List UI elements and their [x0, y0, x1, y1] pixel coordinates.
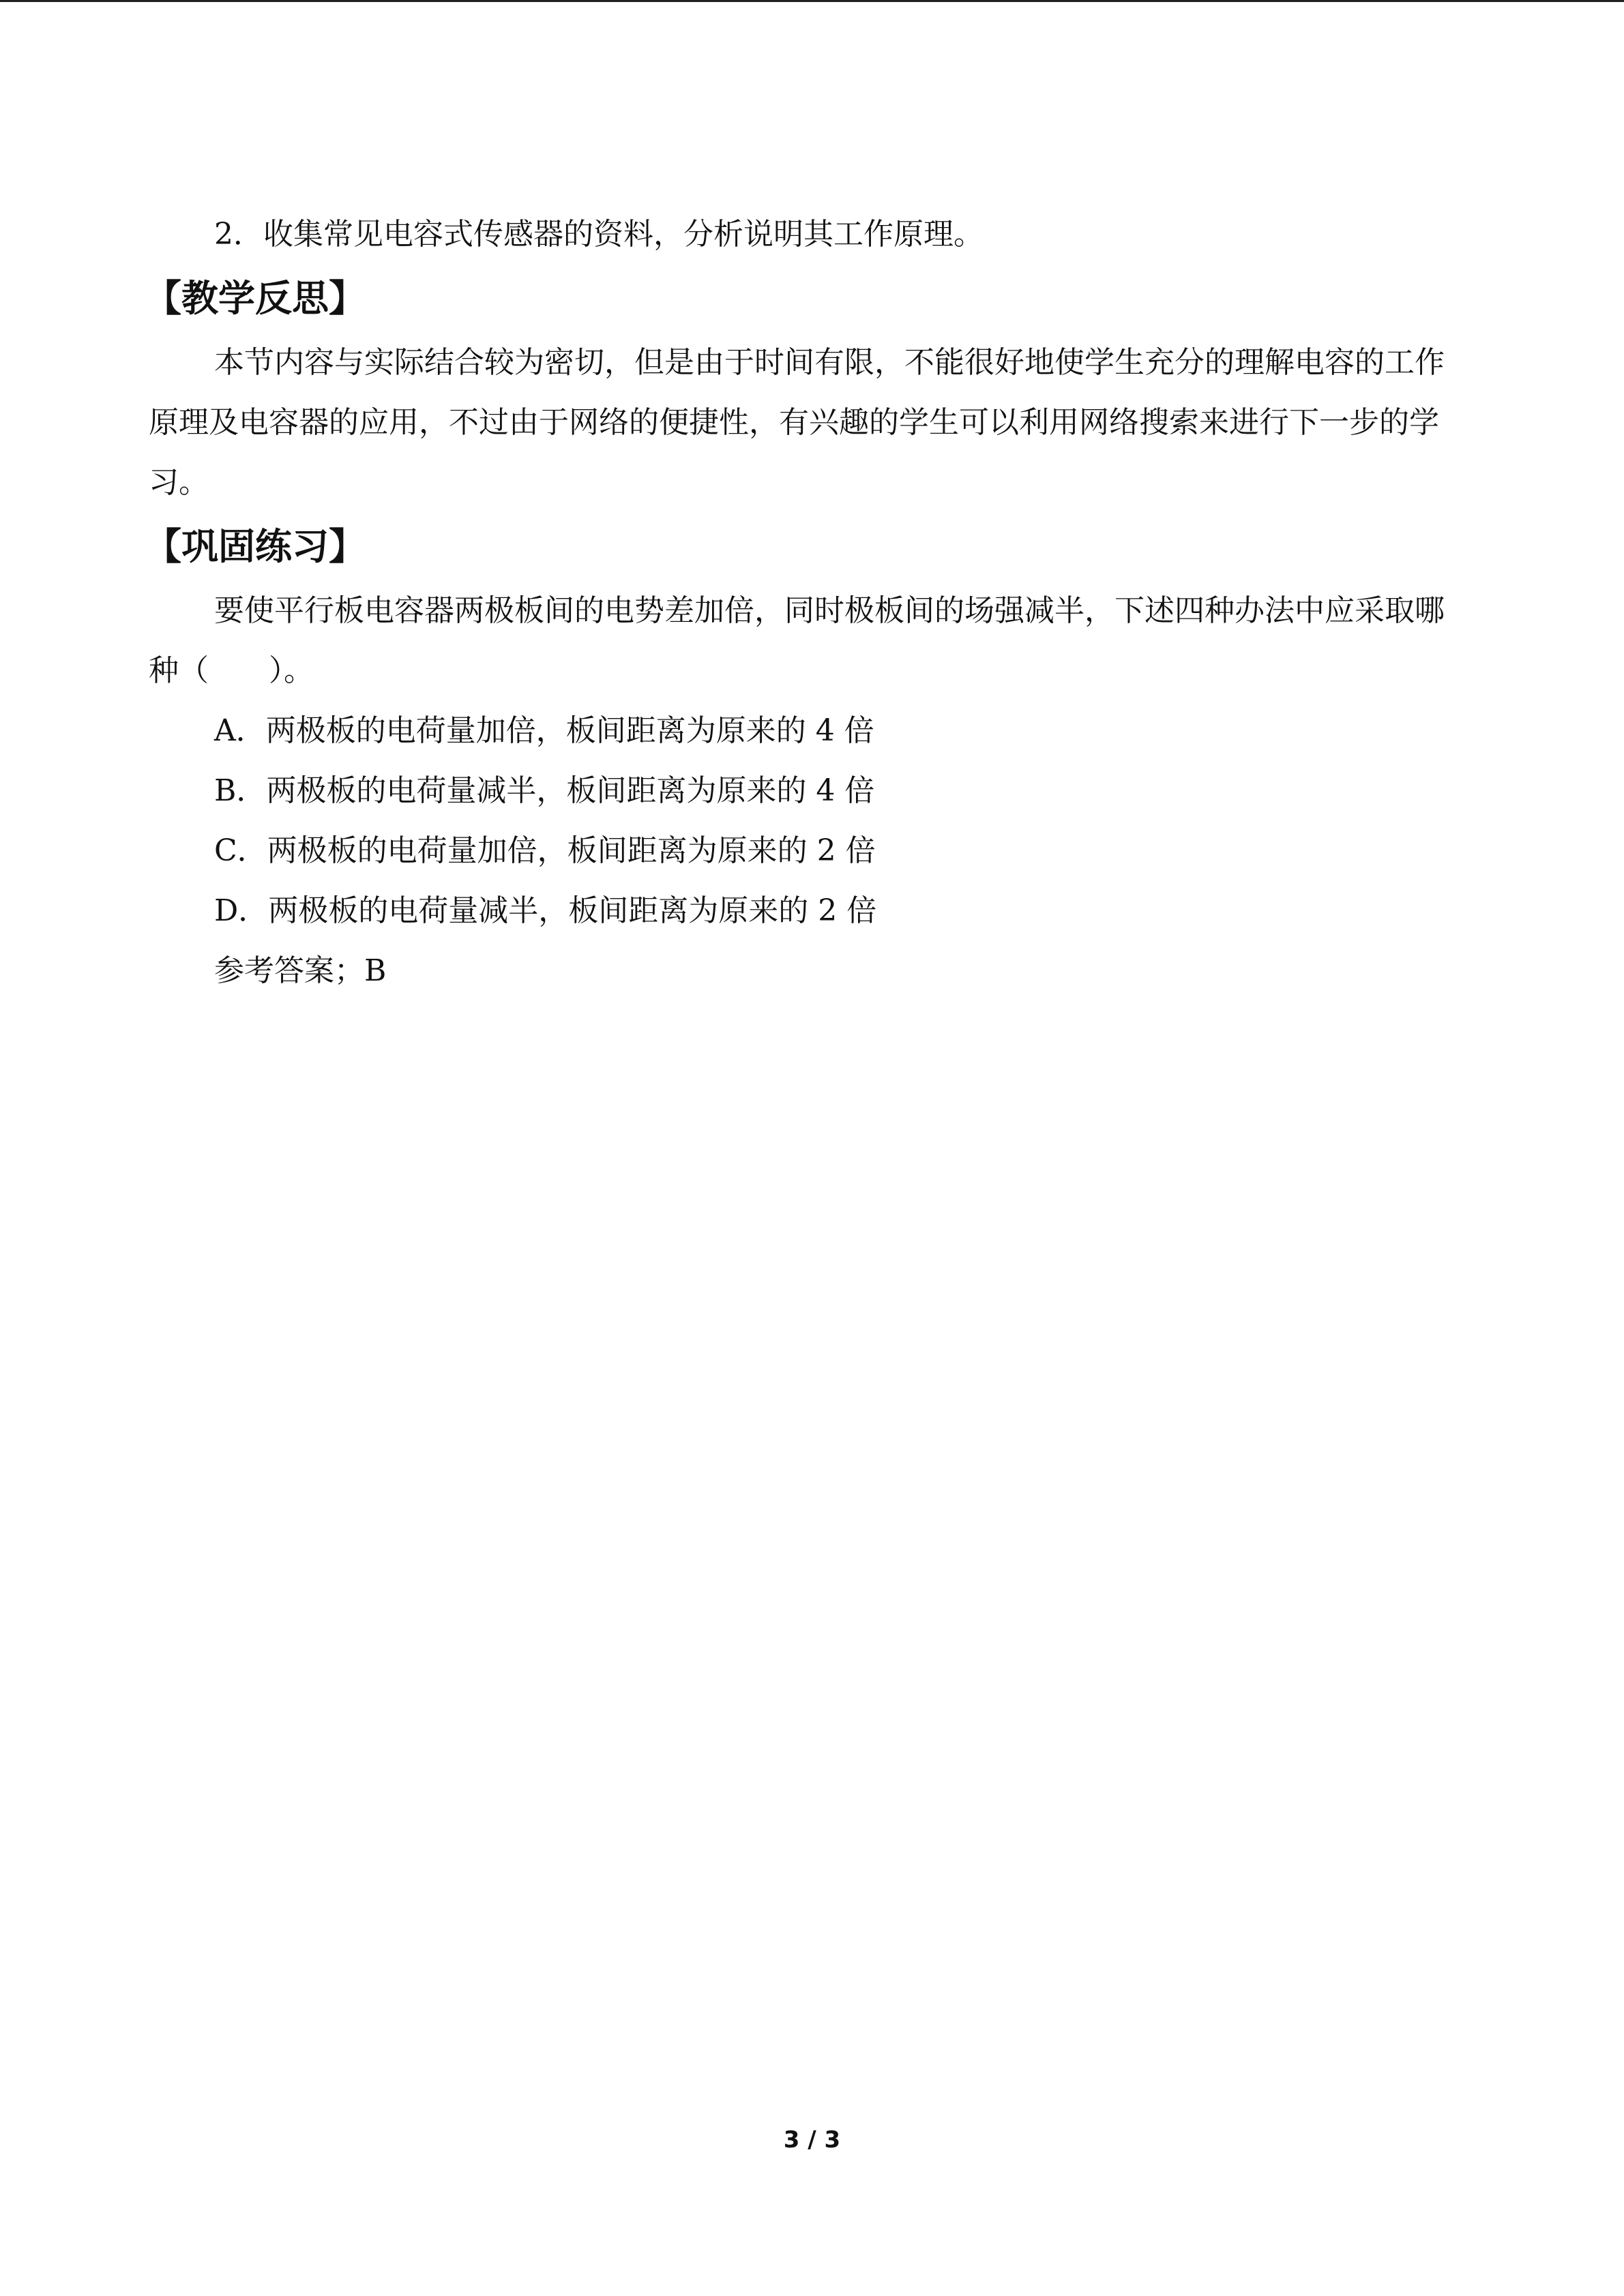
page-content: [145, 205, 1457, 1001]
top-border-rule: [0, 0, 1624, 2]
heading-consolidation-practice: 【巩固练习】: [145, 525, 366, 568]
answer-options: [149, 701, 1457, 1001]
activity-item-2: 2．收集常见电容式传感器的资料，分析说明其工作原理。: [214, 217, 984, 252]
heading-teaching-reflection: 【教学反思】: [145, 277, 366, 320]
option-c: C．两极板的电荷量加倍，板间距离为原来的 2 倍: [214, 833, 876, 868]
reflection-paragraph: 本节内容与实际结合较为密切，但是由于时间有限，不能很好地使学生充分的理解电容的工作原理及电容器的应用，不过由于网络的便捷性，有兴趣的学生可以利用网络搜索来进行下一步的学习。: [149, 345, 1445, 500]
option-d: D．两极板的电荷量减半，板间距离为原来的 2 倍: [214, 893, 877, 928]
reference-answer: 参考答案；B: [214, 953, 387, 988]
option-b: B．两极板的电荷量减半，板间距离为原来的 4 倍: [214, 773, 875, 808]
practice-question: 要使平行板电容器两极板间的电势差加倍，同时极板间的场强减半，下述四种办法中应采取哪种（ ）。: [149, 593, 1445, 688]
page-number: 3 / 3: [783, 2126, 841, 2153]
option-a: A．两极板的电荷量加倍，板间距离为原来的 4 倍: [214, 713, 874, 748]
